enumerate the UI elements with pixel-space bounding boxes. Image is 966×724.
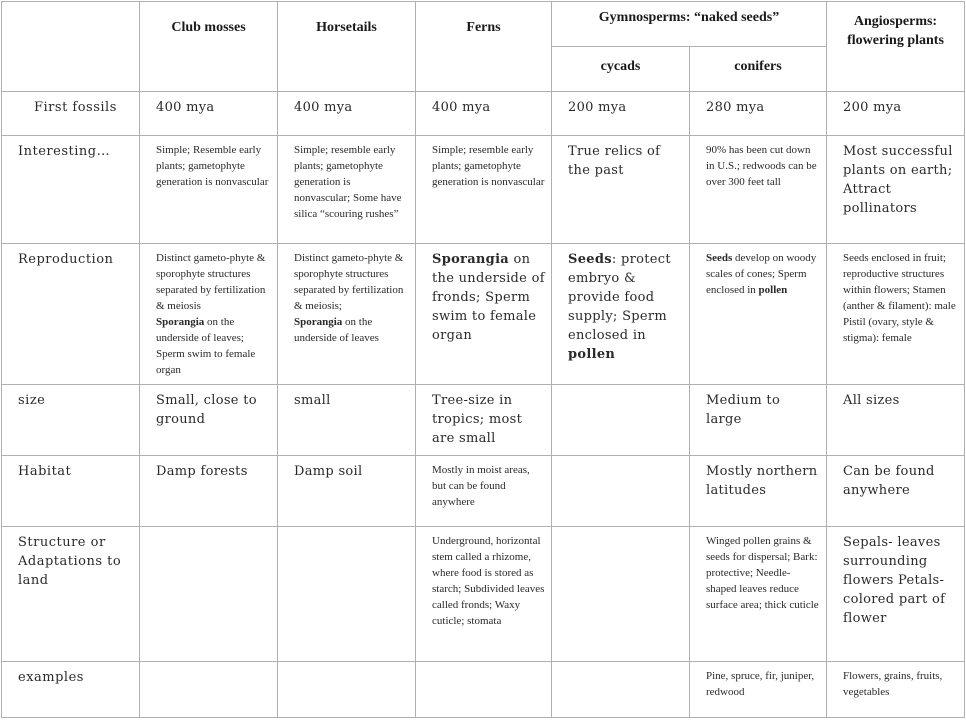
cycads-repro-text: : protect embryo & provide food supply; Sperm enclosed in bbox=[568, 252, 671, 343]
cell-examples-cycads bbox=[552, 662, 690, 718]
table-row-size bbox=[2, 385, 965, 456]
cell-size-horsetails: small bbox=[278, 385, 416, 456]
table-row-examples bbox=[2, 662, 965, 718]
cell-size-club-mosses: Small, close to ground bbox=[140, 385, 278, 456]
cell-examples-club-mosses bbox=[140, 662, 278, 718]
cell-examples-conifers: Pine, spruce, fir, juniper, redwood bbox=[690, 662, 827, 718]
row-label-habitat: Habitat bbox=[2, 456, 140, 527]
conifers-repro-text: develop on woody scales of cones; Sperm enclosed in bbox=[706, 252, 817, 296]
cell-first-fossils-club-mosses: 400 mya bbox=[140, 92, 278, 136]
club-mosses-repro-text-a: Distinct gameto-phyte & sporophyte structures separated by fertilization & meiosis bbox=[156, 252, 266, 312]
cell-structure-club-mosses bbox=[140, 527, 278, 662]
row-label-examples: examples bbox=[2, 662, 140, 718]
cell-interesting-horsetails: Simple; resemble early plants; gametophyte generation is nonvascular; Some have silica “scouring rushes” bbox=[278, 136, 416, 244]
header-row-top bbox=[2, 2, 965, 47]
header-horsetails: Horsetails bbox=[278, 2, 416, 92]
cell-examples-angiosperms: Flowers, grains, fruits, vegetables bbox=[827, 662, 965, 718]
cell-first-fossils-conifers: 280 mya bbox=[690, 92, 827, 136]
header-ferns: Ferns bbox=[416, 2, 552, 92]
header-conifers: conifers bbox=[690, 47, 827, 92]
cell-reproduction-angiosperms: Seeds enclosed in fruit; reproductive structures within flowers; Stamen (anther & filament): male Pistil (ovary, style & stigma): female bbox=[827, 244, 965, 385]
horsetails-repro-text-b: on the underside of leaves bbox=[294, 316, 379, 344]
cell-reproduction-conifers bbox=[690, 244, 827, 385]
table-row-reproduction bbox=[2, 244, 965, 385]
club-mosses-repro-text-b: on the underside of leaves; Sperm swim to female organ bbox=[156, 316, 256, 376]
header-cycads: cycads bbox=[552, 47, 690, 92]
cell-habitat-conifers: Mostly northern latitudes bbox=[690, 456, 827, 527]
cell-interesting-angiosperms: Most successful plants on earth; Attract pollinators bbox=[827, 136, 965, 244]
conifers-seeds: Seeds bbox=[706, 252, 733, 264]
row-label-size: size bbox=[2, 385, 140, 456]
cycads-pollen: pollen bbox=[568, 347, 616, 362]
cell-size-conifers: Medium to large bbox=[690, 385, 827, 456]
cell-interesting-ferns: Simple; resemble early plants; gametophyte generation is nonvascular bbox=[416, 136, 552, 244]
ferns-repro-text: on the underside of fronds; Sperm swim to female organ bbox=[432, 252, 545, 343]
row-label-interesting: Interesting… bbox=[2, 136, 140, 244]
table-row-interesting bbox=[2, 136, 965, 244]
club-mosses-sporangia: Sporangia bbox=[156, 316, 205, 328]
row-label-reproduction: Reproduction bbox=[2, 244, 140, 385]
cell-size-angiosperms: All sizes bbox=[827, 385, 965, 456]
cell-structure-cycads bbox=[552, 527, 690, 662]
cell-first-fossils-horsetails: 400 mya bbox=[278, 92, 416, 136]
row-label-structure: Structure or Adaptations to land bbox=[2, 527, 140, 662]
cell-habitat-cycads bbox=[552, 456, 690, 527]
table-row-habitat bbox=[2, 456, 965, 527]
table-row-structure bbox=[2, 527, 965, 662]
conifers-pollen: pollen bbox=[758, 284, 788, 296]
cell-first-fossils-ferns: 400 mya bbox=[416, 92, 552, 136]
cell-size-ferns: Tree-size in tropics; most are small bbox=[416, 385, 552, 456]
cell-structure-angiosperms: Sepals- leaves surrounding flowers Petals- colored part of flower bbox=[827, 527, 965, 662]
cell-reproduction-club-mosses bbox=[140, 244, 278, 385]
cell-structure-conifers: Winged pollen grains & seeds for dispersal; Bark: protective; Needle-shaped leaves reduce surface area; thick cuticle bbox=[690, 527, 827, 662]
cell-structure-horsetails bbox=[278, 527, 416, 662]
table-row-first-fossils bbox=[2, 92, 965, 136]
cell-habitat-club-mosses: Damp forests bbox=[140, 456, 278, 527]
cell-interesting-conifers: 90% has been cut down in U.S.; redwoods can be over 300 feet tall bbox=[690, 136, 827, 244]
cell-first-fossils-angiosperms: 200 mya bbox=[827, 92, 965, 136]
cell-first-fossils-cycads: 200 mya bbox=[552, 92, 690, 136]
cell-interesting-club-mosses: Simple; Resemble early plants; gametophyte generation is nonvascular bbox=[140, 136, 278, 244]
horsetails-sporangia: Sporangia bbox=[294, 316, 343, 328]
cell-habitat-horsetails: Damp soil bbox=[278, 456, 416, 527]
cell-habitat-angiosperms: Can be found anywhere bbox=[827, 456, 965, 527]
cell-reproduction-ferns bbox=[416, 244, 552, 385]
cell-examples-ferns bbox=[416, 662, 552, 718]
cell-size-cycads bbox=[552, 385, 690, 456]
cell-examples-horsetails bbox=[278, 662, 416, 718]
ferns-sporangia: Sporangia bbox=[432, 252, 510, 267]
cell-reproduction-horsetails bbox=[278, 244, 416, 385]
row-label-first-fossils: First fossils bbox=[2, 92, 140, 136]
cell-structure-ferns: Underground, horizontal stem called a rhizome, where food is stored as starch; Subdivided leaves called fronds; Waxy cuticle; stomata bbox=[416, 527, 552, 662]
header-angiosperms: Angiosperms: flowering plants bbox=[827, 2, 965, 92]
header-club-mosses: Club mosses bbox=[140, 2, 278, 92]
plant-comparison-table bbox=[1, 1, 965, 718]
header-corner-cell bbox=[2, 2, 140, 92]
cell-reproduction-cycads bbox=[552, 244, 690, 385]
cycads-seeds: Seeds bbox=[568, 252, 612, 267]
cell-habitat-ferns: Mostly in moist areas, but can be found anywhere bbox=[416, 456, 552, 527]
horsetails-repro-text-a: Distinct gameto-phyte & sporophyte structures separated by fertilization & meiosis; bbox=[294, 252, 404, 312]
header-gymnosperms: Gymnosperms: “naked seeds” bbox=[552, 2, 827, 47]
cell-interesting-cycads: True relics of the past bbox=[552, 136, 690, 244]
